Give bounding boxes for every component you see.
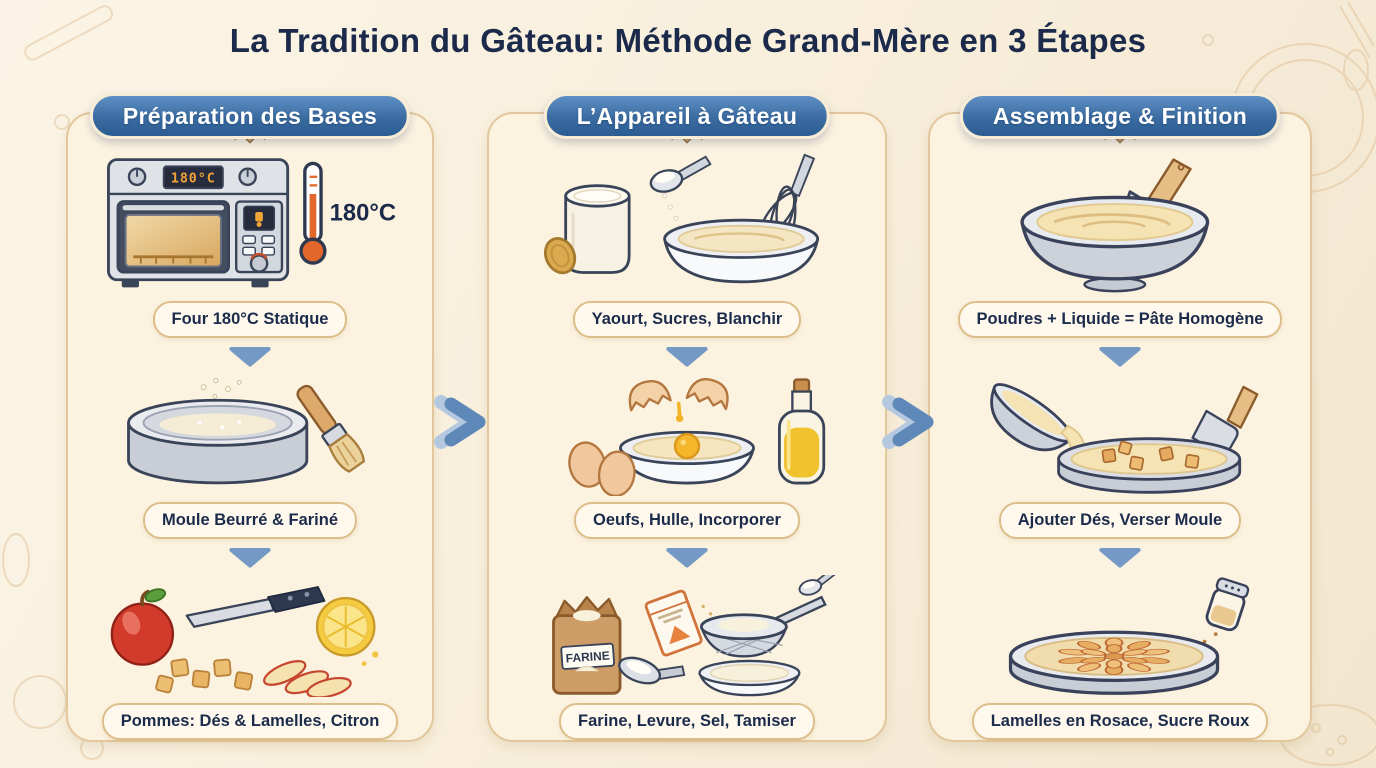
thermometer-icon	[301, 163, 325, 263]
levure-packet-icon	[645, 590, 702, 656]
oven-illustration	[93, 152, 408, 295]
egg-shell-icon	[625, 377, 670, 410]
knife-icon	[186, 587, 324, 627]
pour-batter-drawing	[968, 374, 1273, 496]
batter-bowl-spatula-drawing	[988, 152, 1253, 294]
eggs-oil-illustration	[537, 374, 837, 496]
column-panel-appareil	[487, 102, 887, 742]
flour-sieve-illustration	[535, 575, 840, 697]
step-label-farine-text: Farine, Levure, Sel, Tamiser	[578, 711, 796, 730]
eggs-oil-drawing	[537, 374, 837, 496]
flour-bag-icon	[553, 597, 620, 693]
down-arrow-icon	[227, 547, 273, 569]
next-column-arrow-icon	[431, 394, 491, 450]
salt-spoon-icon	[796, 575, 837, 597]
next-column-arrow-icon	[879, 394, 939, 450]
step-label-lamelles-text: Lamelles en Rosace, Sucre Roux	[990, 711, 1250, 730]
lemon-icon	[317, 598, 378, 666]
step-label-moule	[143, 502, 357, 539]
column-header-assemblage	[960, 93, 1280, 139]
sugar-spoon-icon	[649, 157, 711, 230]
flour-bowl-icon	[699, 661, 799, 695]
column-header-appareil-label: L’Appareil à Gâteau	[576, 102, 798, 129]
column-panel-assemblage	[928, 102, 1312, 742]
step-label-poudres-text: Poudres + Liquide = Pâte Homogène	[976, 310, 1264, 329]
mixing-bowl-icon	[665, 220, 818, 282]
yogurt-sugar-whisk-drawing	[537, 153, 837, 293]
oven-display-temperature: 180°C	[170, 171, 216, 187]
cake-pan-brush-drawing	[108, 374, 393, 496]
smooth-batter-bowl-icon	[1022, 198, 1208, 279]
flour-sieve-drawing	[535, 575, 840, 697]
step-label-oeufs	[574, 502, 800, 539]
oven-180c-drawing	[93, 152, 408, 295]
sieve-icon	[701, 597, 825, 656]
rosette-pan-illustration	[968, 575, 1273, 697]
step-label-farine	[559, 703, 815, 740]
oil-bottle-icon	[779, 379, 823, 483]
apple-icon	[111, 587, 172, 665]
step-label-yaourt	[573, 301, 802, 338]
apple-slices-icon	[261, 656, 353, 697]
down-arrow-icon	[664, 547, 710, 569]
rosette-pan-icon	[1010, 632, 1217, 693]
step-label-pommes-text: Pommes: Dés & Lamelles, Citron	[120, 711, 380, 730]
column-header-bases-label: Préparation des Bases	[122, 102, 378, 129]
step-label-four-text: Four 180°C Statique	[171, 310, 329, 329]
batter-bowl-spatula-illustration	[988, 152, 1253, 295]
page-title: La Tradition du Gâteau: Méthode Grand-Mère en 3 Étapes	[229, 22, 1147, 59]
column-header-bases	[90, 93, 410, 139]
apple-knife-lemon-drawing	[98, 575, 403, 697]
yogurt-sugar-whisk-illustration	[537, 152, 837, 295]
pour-batter-illustration	[968, 374, 1273, 496]
column-panel-bases	[66, 102, 434, 742]
pan-with-dices-icon	[1058, 438, 1239, 492]
sugar-shaker-icon	[1204, 577, 1248, 632]
apple-prep-illustration	[98, 575, 403, 697]
step-label-yaourt-text: Yaourt, Sucres, Blanchir	[591, 310, 783, 329]
column-header-assemblage-label: Assemblage & Finition	[992, 102, 1248, 129]
down-arrow-icon	[664, 346, 710, 368]
step-label-poudres	[958, 301, 1283, 338]
rosette-pan-drawing	[968, 575, 1273, 697]
step-label-oeufs-text: Oeufs, Hulle, Incorporer	[593, 510, 781, 529]
apple-dices-icon	[155, 659, 252, 693]
step-label-lamelles	[972, 703, 1269, 740]
flour-bag-label: FARINE	[564, 648, 610, 666]
down-arrow-icon	[1097, 346, 1143, 368]
down-arrow-icon	[1097, 547, 1143, 569]
column-header-appareil	[544, 93, 830, 139]
flour-scoop-icon	[615, 646, 686, 696]
step-label-ajouter-text: Ajouter Dés, Verser Moule	[1017, 510, 1223, 529]
step-label-moule-text: Moule Beurré & Fariné	[161, 510, 339, 529]
thermometer-reading-label: 180°C	[329, 199, 396, 227]
step-label-ajouter	[999, 502, 1242, 539]
step-label-four	[153, 301, 348, 338]
down-arrow-icon	[227, 346, 273, 368]
egg-shell-icon	[687, 374, 733, 408]
cake-pan-brush-illustration	[108, 374, 393, 496]
step-label-pommes	[102, 703, 399, 740]
batter-bowl-yolk-icon	[620, 432, 753, 483]
